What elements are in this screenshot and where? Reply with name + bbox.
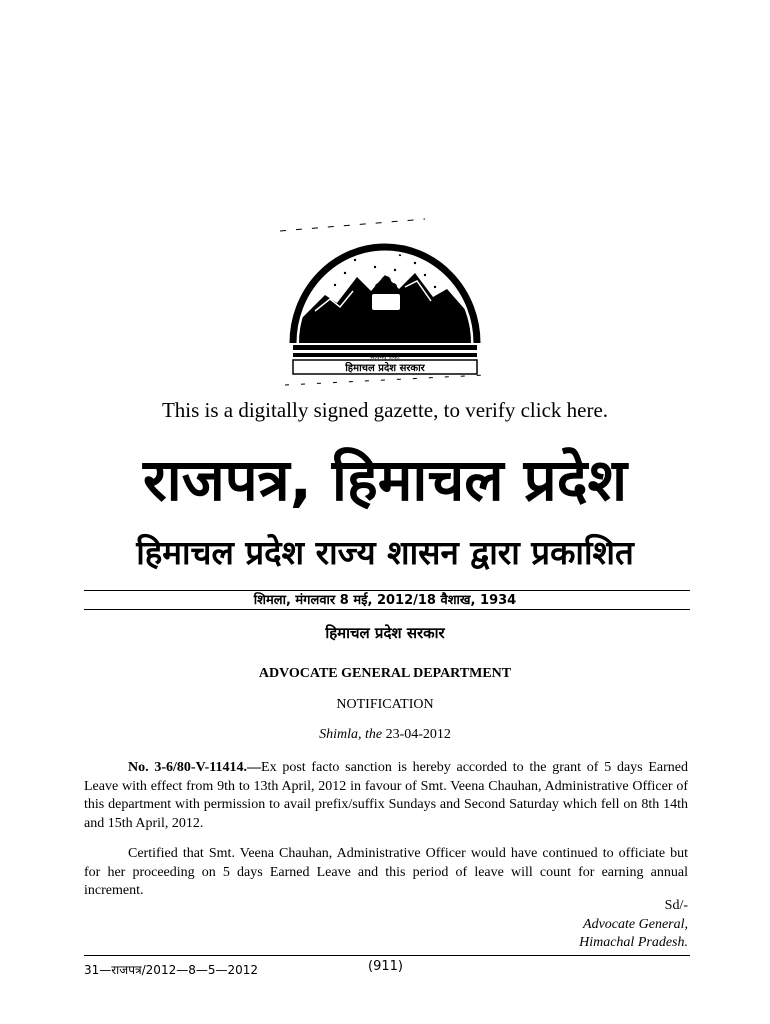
notification-number: No. 3-6/80-V-11414.— [128,760,262,775]
footer-code: 31—राजपत्र/2012—8—5—2012 [84,963,259,977]
place-prefix: Shimla, the [319,727,383,742]
issue-dateline: शिमला, मंगलवार 8 मई, 2012/18 वैशाख, 1934 [253,593,517,608]
verify-gazette-link[interactable]: This is a digitally signed gazette, to verify click here. [161,398,609,422]
notification-date: 23-04-2012 [385,727,451,742]
top-divider [84,590,690,591]
emblem-caption: हिमाचल प्रदेश सरकार [345,363,425,374]
notification-heading: NOTIFICATION [336,697,434,712]
signatory-title: Advocate General, [583,917,688,932]
signatory-place: Himachal Pradesh. [579,935,688,950]
department-heading: ADVOCATE GENERAL DEPARTMENT [258,666,512,681]
page-number: (911) [368,959,403,974]
notification-paragraph-1 [84,759,688,833]
notification-paragraph-2: Certified that Smt. Veena Chauhan, Administrative Officer would have continued to officiate but for her proceeding on 5 days Earned Leave and this period of leave will count for earning annual increment. [84,846,688,898]
himachal-emblem-icon [275,215,495,390]
footer-divider [84,955,690,956]
paragraph-1-text: Ex post facto sanction is hereby accorded to the grant of 5 days Earned Leave with effect from 9th to 13th April, 2012 in favour of Smt. Veena Chauhan, Administrative Officer of this department with permission to avail prefix/suffix Sundays and Second Saturday which fell on 8th 14th and 15th April, 2012. [84,760,688,831]
government-heading: हिमाचल प्रदेश सरकार [325,624,445,642]
dateline-divider [84,609,690,610]
gazette-masthead: राजपत्र, हिमाचल प्रदेश [142,446,628,514]
gazette-subhead: हिमाचल प्रदेश राज्य शासन द्वारा प्रकाशित [136,533,634,572]
emblem-motto: सत्यमेव जयते [370,354,400,361]
place-date [0,727,770,743]
signature-sd: Sd/- [664,898,688,913]
